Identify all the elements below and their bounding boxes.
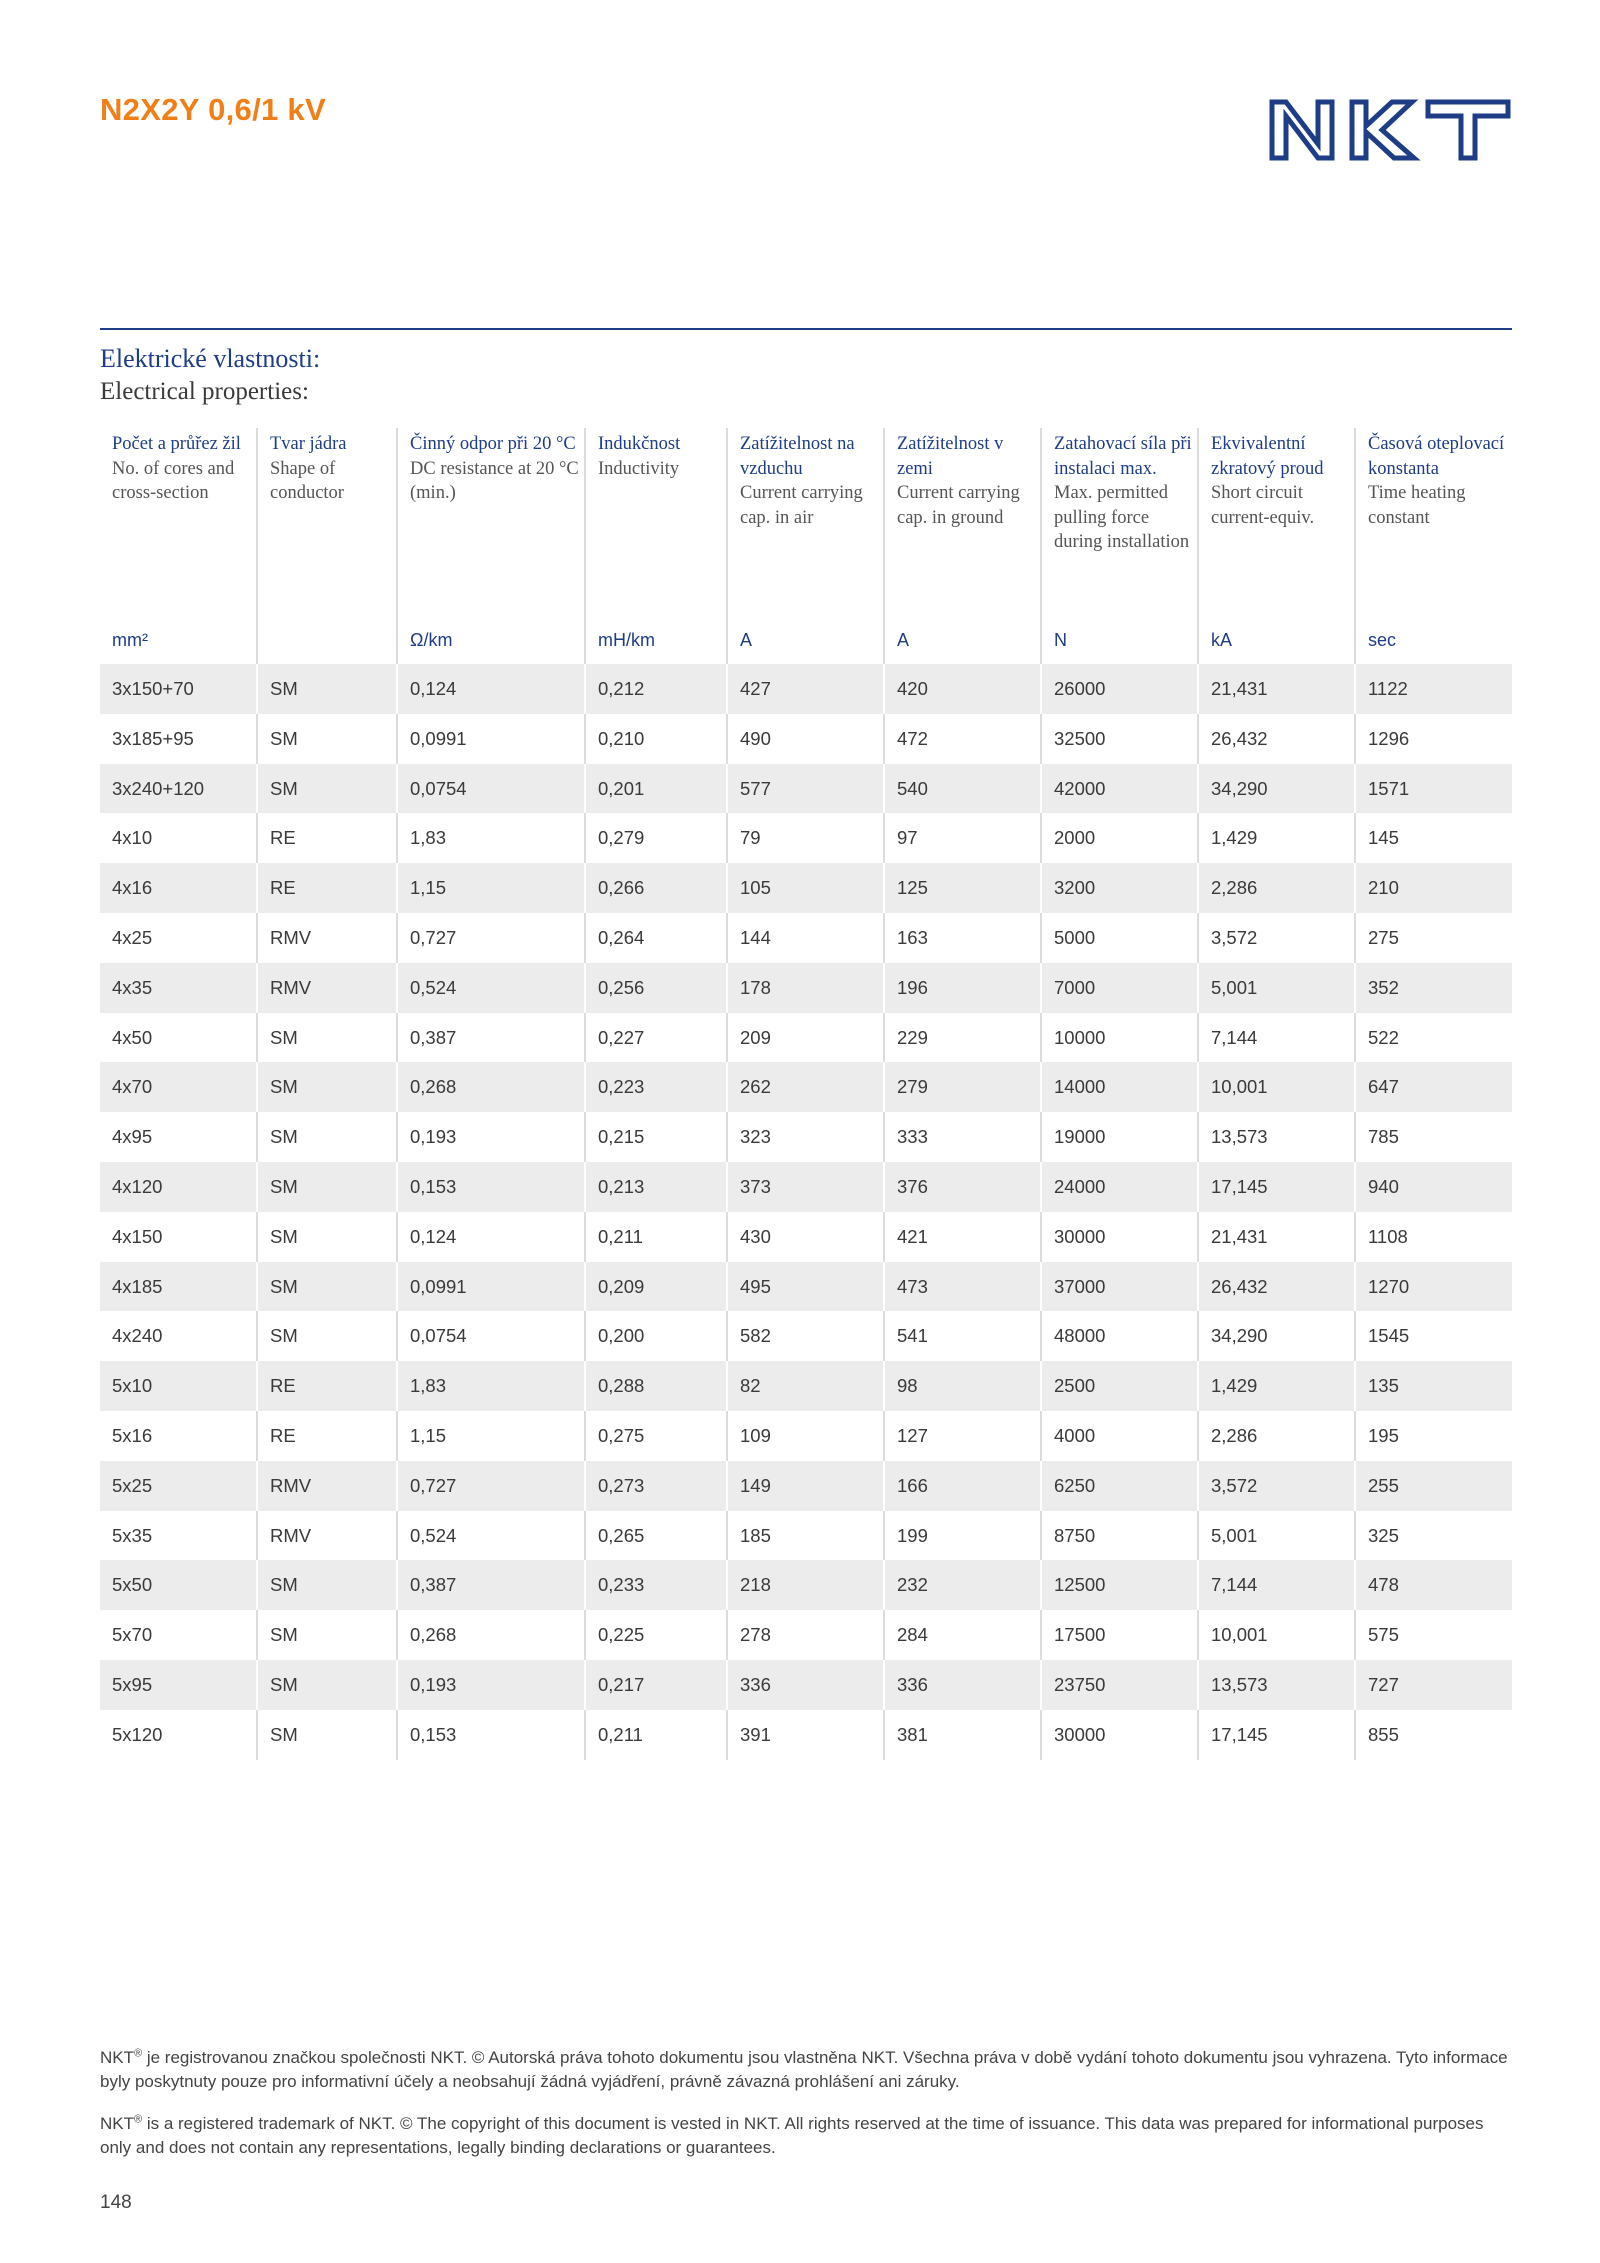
table-cell: 4x150 [100, 1212, 256, 1262]
table-row [100, 1062, 1512, 1112]
table-cell: 0,193 [396, 1112, 584, 1162]
table-cell: 1,429 [1197, 813, 1354, 863]
table-cell: SM [256, 1013, 396, 1063]
footer-disclaimer-cz: NKT® je registrovanou značkou společnosti NKT. © Autorská práva tohoto dokumentu jsou vlastněna NKT. Všechna práva v době vydání tohoto dokumentu jsou vyhrazena. Tyto informace byly poskytnuty pouze pro informativní účely a neobsahují žádná vyjádření, právně závazná prohlášení ani záruky. [100, 2047, 1508, 2091]
table-cell: 14000 [1040, 1062, 1197, 1112]
table-cell: 8750 [1040, 1511, 1197, 1561]
header-inductivity: Indukčnost Inductivity [584, 428, 726, 616]
table-cell: 32500 [1040, 714, 1197, 764]
unit-cell: A [883, 616, 1040, 664]
table-cell: 23750 [1040, 1660, 1197, 1710]
table-cell: 5x16 [100, 1411, 256, 1461]
table-row [100, 1660, 1512, 1710]
table-cell: 218 [726, 1560, 883, 1610]
table-cell: 0,0754 [396, 764, 584, 814]
table-cell: 2,286 [1197, 863, 1354, 913]
unit-cell: kA [1197, 616, 1354, 664]
table-cell: 127 [883, 1411, 1040, 1461]
table-cell: 336 [726, 1660, 883, 1710]
table-cell: SM [256, 1560, 396, 1610]
table-cell: 373 [726, 1162, 883, 1212]
table-cell: 1571 [1354, 764, 1512, 814]
table-cell: 7,144 [1197, 1560, 1354, 1610]
table-cell: 3200 [1040, 863, 1197, 913]
table-cell: 575 [1354, 1610, 1512, 1660]
table-cell: RMV [256, 1461, 396, 1511]
table-units-row [100, 616, 1512, 664]
table-cell: 1270 [1354, 1262, 1512, 1312]
table-row [100, 1710, 1512, 1760]
table-cell: 0,211 [584, 1710, 726, 1760]
table-cell: 30000 [1040, 1212, 1197, 1262]
table-cell: 255 [1354, 1461, 1512, 1511]
table-cell: 10000 [1040, 1013, 1197, 1063]
table-cell: 0,211 [584, 1212, 726, 1262]
table-cell: 196 [883, 963, 1040, 1013]
table-cell: 1545 [1354, 1311, 1512, 1361]
section-subtitle: Electrical properties: [100, 378, 309, 405]
table-cell: 0,0754 [396, 1311, 584, 1361]
electrical-properties-table [100, 428, 1512, 1760]
table-cell: SM [256, 764, 396, 814]
table-cell: 19000 [1040, 1112, 1197, 1162]
table-cell: 0,727 [396, 913, 584, 963]
table-cell: 4x185 [100, 1262, 256, 1312]
table-cell: 34,290 [1197, 1311, 1354, 1361]
table-row [100, 813, 1512, 863]
table-cell: 98 [883, 1361, 1040, 1411]
table-cell: 0,268 [396, 1610, 584, 1660]
page-number: 148 [100, 2192, 132, 2213]
header-pulling-force: Zatahovací síla při instalaci max. Max. permitted pulling force during installation [1040, 428, 1197, 616]
table-cell: RE [256, 1411, 396, 1461]
table-cell: 0,124 [396, 664, 584, 714]
table-cell: 490 [726, 714, 883, 764]
table-cell: 232 [883, 1560, 1040, 1610]
table-cell: 0,210 [584, 714, 726, 764]
table-cell: 210 [1354, 863, 1512, 913]
table-cell: 0,524 [396, 963, 584, 1013]
table-cell: 145 [1354, 813, 1512, 863]
table-cell: RMV [256, 913, 396, 963]
table-cell: 1,15 [396, 1411, 584, 1461]
table-cell: 3,572 [1197, 913, 1354, 963]
table-row [100, 1311, 1512, 1361]
table-cell: 0,0991 [396, 1262, 584, 1312]
table-cell: 0,256 [584, 963, 726, 1013]
table-row [100, 764, 1512, 814]
table-cell: 577 [726, 764, 883, 814]
table-cell: 4x95 [100, 1112, 256, 1162]
table-cell: 48000 [1040, 1311, 1197, 1361]
table-cell: 855 [1354, 1710, 1512, 1760]
table-cell: 5x50 [100, 1560, 256, 1610]
table-cell: 7000 [1040, 963, 1197, 1013]
table-cell: 0,0991 [396, 714, 584, 764]
table-row [100, 1162, 1512, 1212]
table-cell: 0,279 [584, 813, 726, 863]
table-cell: 199 [883, 1511, 1040, 1561]
table-header-row [100, 428, 1512, 616]
nkt-logo [1268, 98, 1512, 162]
table-cell: 5x120 [100, 1710, 256, 1760]
header-short-circuit: Ekvivalentní zkratový proud Short circuit current-equiv. [1197, 428, 1354, 616]
table-cell: 391 [726, 1710, 883, 1760]
table-cell: SM [256, 1610, 396, 1660]
table-row [100, 664, 1512, 714]
table-cell: 30000 [1040, 1710, 1197, 1760]
table-cell: 1,83 [396, 813, 584, 863]
table-cell: 0,212 [584, 664, 726, 714]
table-cell: SM [256, 1311, 396, 1361]
table-cell: 352 [1354, 963, 1512, 1013]
table-cell: 940 [1354, 1162, 1512, 1212]
table-cell: 149 [726, 1461, 883, 1511]
table-cell: 1,83 [396, 1361, 584, 1411]
table-cell: 4x25 [100, 913, 256, 963]
table-cell: 495 [726, 1262, 883, 1312]
table-cell: 195 [1354, 1411, 1512, 1461]
table-cell: 21,431 [1197, 1212, 1354, 1262]
table-cell: 109 [726, 1411, 883, 1461]
table-cell: SM [256, 664, 396, 714]
table-cell: 1122 [1354, 664, 1512, 714]
table-row [100, 1361, 1512, 1411]
table-body [100, 664, 1512, 1760]
table-cell: 284 [883, 1610, 1040, 1660]
table-cell: 727 [1354, 1660, 1512, 1710]
table-cell: SM [256, 1212, 396, 1262]
table-cell: 13,573 [1197, 1112, 1354, 1162]
unit-cell: N [1040, 616, 1197, 664]
table-cell: 1296 [1354, 714, 1512, 764]
table-cell: 178 [726, 963, 883, 1013]
table-cell: 0,273 [584, 1461, 726, 1511]
table-cell: 5000 [1040, 913, 1197, 963]
table-cell: 5x10 [100, 1361, 256, 1411]
table-cell: 376 [883, 1162, 1040, 1212]
table-cell: 0,213 [584, 1162, 726, 1212]
table-cell: SM [256, 1162, 396, 1212]
table-cell: 473 [883, 1262, 1040, 1312]
table-cell: 0,223 [584, 1062, 726, 1112]
table-cell: 647 [1354, 1062, 1512, 1112]
table-cell: 13,573 [1197, 1660, 1354, 1710]
unit-cell [256, 616, 396, 664]
table-cell: 3x185+95 [100, 714, 256, 764]
table-cell: 0,217 [584, 1660, 726, 1710]
table-cell: 6250 [1040, 1461, 1197, 1511]
table-cell: 0,524 [396, 1511, 584, 1561]
table-cell: 26000 [1040, 664, 1197, 714]
table-row [100, 1411, 1512, 1461]
table-cell: 0,215 [584, 1112, 726, 1162]
table-row [100, 913, 1512, 963]
table-cell: 5x35 [100, 1511, 256, 1561]
table-cell: 323 [726, 1112, 883, 1162]
table-cell: SM [256, 1660, 396, 1710]
table-cell: 0,200 [584, 1311, 726, 1361]
table-cell: 17,145 [1197, 1162, 1354, 1212]
table-cell: 4000 [1040, 1411, 1197, 1461]
table-row [100, 1461, 1512, 1511]
table-cell: 427 [726, 664, 883, 714]
header-cores: Počet a průřez žil No. of cores and cross-section [112, 434, 241, 503]
header-resistance: Činný odpor při 20 °C DC resistance at 20 °C (min.) [396, 428, 584, 616]
table-cell: 275 [1354, 913, 1512, 963]
table-cell: 278 [726, 1610, 883, 1660]
table-cell: SM [256, 1062, 396, 1112]
footer-disclaimer-en: NKT® is a registered trademark of NKT. © The copyright of this document is vested in NKT. All rights reserved at the time of issuance. This data was prepared for informational purposes only and does not contain any representations, legally binding declarations or guarantees. [100, 2113, 1484, 2157]
table-cell: 10,001 [1197, 1610, 1354, 1660]
table-cell: 1,15 [396, 863, 584, 913]
table-cell: 17500 [1040, 1610, 1197, 1660]
table-cell: 0,387 [396, 1013, 584, 1063]
table-cell: 325 [1354, 1511, 1512, 1561]
table-cell: 3,572 [1197, 1461, 1354, 1511]
table-cell: 26,432 [1197, 714, 1354, 764]
header-capacity-air: Zatížitelnost na vzduchu Current carrying cap. in air [726, 428, 883, 616]
table-cell: 785 [1354, 1112, 1512, 1162]
table-cell: 3x240+120 [100, 764, 256, 814]
table-row [100, 1262, 1512, 1312]
table-cell: 540 [883, 764, 1040, 814]
table-cell: 333 [883, 1112, 1040, 1162]
table-cell: RMV [256, 963, 396, 1013]
table-cell: 381 [883, 1710, 1040, 1760]
table-cell: 0,153 [396, 1162, 584, 1212]
table-row [100, 714, 1512, 764]
table-cell: SM [256, 714, 396, 764]
page-title: N2X2Y 0,6/1 kV [100, 92, 326, 127]
table-row [100, 1511, 1512, 1561]
table-cell: 0,387 [396, 1560, 584, 1610]
header-shape: Tvar jádra Shape of conductor [256, 428, 396, 616]
table-cell: 4x70 [100, 1062, 256, 1112]
table-cell: 0,275 [584, 1411, 726, 1461]
table-cell: 0,124 [396, 1212, 584, 1262]
table-row [100, 1212, 1512, 1262]
table-cell: 185 [726, 1511, 883, 1561]
table-row [100, 1610, 1512, 1660]
table-row [100, 1560, 1512, 1610]
table-cell: 21,431 [1197, 664, 1354, 714]
table-cell: 135 [1354, 1361, 1512, 1411]
table-cell: 24000 [1040, 1162, 1197, 1212]
table-cell: 420 [883, 664, 1040, 714]
table-cell: 522 [1354, 1013, 1512, 1063]
table-cell: 5,001 [1197, 1511, 1354, 1561]
table-cell: 1,429 [1197, 1361, 1354, 1411]
table-cell: SM [256, 1262, 396, 1312]
unit-cell: sec [1354, 616, 1512, 664]
table-cell: 229 [883, 1013, 1040, 1063]
table-cell: 0,727 [396, 1461, 584, 1511]
unit-cell: A [726, 616, 883, 664]
table-cell: 0,265 [584, 1511, 726, 1561]
table-cell: 97 [883, 813, 1040, 863]
table-cell: 4x10 [100, 813, 256, 863]
table-cell: 582 [726, 1311, 883, 1361]
header-heating-constant: Časová oteplovací konstanta Time heating constant [1354, 428, 1512, 616]
table-cell: 34,290 [1197, 764, 1354, 814]
table-cell: 166 [883, 1461, 1040, 1511]
table-cell: RE [256, 1361, 396, 1411]
table-cell: 0,264 [584, 913, 726, 963]
table-cell: 5,001 [1197, 963, 1354, 1013]
table-cell: SM [256, 1710, 396, 1760]
table-cell: 125 [883, 863, 1040, 913]
table-cell: 0,193 [396, 1660, 584, 1710]
table-cell: 478 [1354, 1560, 1512, 1610]
table-cell: 262 [726, 1062, 883, 1112]
table-row [100, 1013, 1512, 1063]
table-row [100, 863, 1512, 913]
table-cell: 0,209 [584, 1262, 726, 1312]
table-cell: 37000 [1040, 1262, 1197, 1312]
table-cell: 4x120 [100, 1162, 256, 1212]
header-capacity-ground: Zatížitelnost v zemi Current carrying cap. in ground [883, 428, 1040, 616]
header-divider [100, 328, 1512, 330]
table-cell: 0,268 [396, 1062, 584, 1112]
table-cell: 5x95 [100, 1660, 256, 1710]
table-cell: 2000 [1040, 813, 1197, 863]
table-cell: 7,144 [1197, 1013, 1354, 1063]
unit-cell: mm² [112, 630, 148, 650]
table-cell: 10,001 [1197, 1062, 1354, 1112]
table-cell: 0,288 [584, 1361, 726, 1411]
table-row [100, 963, 1512, 1013]
table-cell: 2500 [1040, 1361, 1197, 1411]
table-cell: 430 [726, 1212, 883, 1262]
table-cell: 79 [726, 813, 883, 863]
table-cell: 5x70 [100, 1610, 256, 1660]
table-row [100, 1112, 1512, 1162]
unit-cell: Ω/km [396, 616, 584, 664]
table-cell: 163 [883, 913, 1040, 963]
table-cell: 12500 [1040, 1560, 1197, 1610]
table-cell: 42000 [1040, 764, 1197, 814]
table-cell: 0,153 [396, 1710, 584, 1760]
table-cell: 2,286 [1197, 1411, 1354, 1461]
table-cell: 17,145 [1197, 1710, 1354, 1760]
table-cell: 0,266 [584, 863, 726, 913]
table-cell: 336 [883, 1660, 1040, 1710]
table-cell: 0,233 [584, 1560, 726, 1610]
table-cell: 4x240 [100, 1311, 256, 1361]
section-title: Elektrické vlastnosti: [100, 344, 321, 373]
table-cell: 209 [726, 1013, 883, 1063]
table-cell: 82 [726, 1361, 883, 1411]
table-cell: 279 [883, 1062, 1040, 1112]
table-cell: 5x25 [100, 1461, 256, 1511]
table-cell: 3x150+70 [100, 664, 256, 714]
table-cell: 4x50 [100, 1013, 256, 1063]
table-cell: 26,432 [1197, 1262, 1354, 1312]
table-cell: SM [256, 1112, 396, 1162]
unit-cell: mH/km [584, 616, 726, 664]
table-cell: 472 [883, 714, 1040, 764]
table-cell: RMV [256, 1511, 396, 1561]
table-cell: 4x35 [100, 963, 256, 1013]
table-cell: 4x16 [100, 863, 256, 913]
table-cell: 1108 [1354, 1212, 1512, 1262]
table-cell: 0,225 [584, 1610, 726, 1660]
table-cell: 0,201 [584, 764, 726, 814]
table-cell: RE [256, 863, 396, 913]
table-cell: 105 [726, 863, 883, 913]
table-cell: 541 [883, 1311, 1040, 1361]
table-cell: 0,227 [584, 1013, 726, 1063]
table-cell: 144 [726, 913, 883, 963]
table-cell: 421 [883, 1212, 1040, 1262]
table-cell: RE [256, 813, 396, 863]
